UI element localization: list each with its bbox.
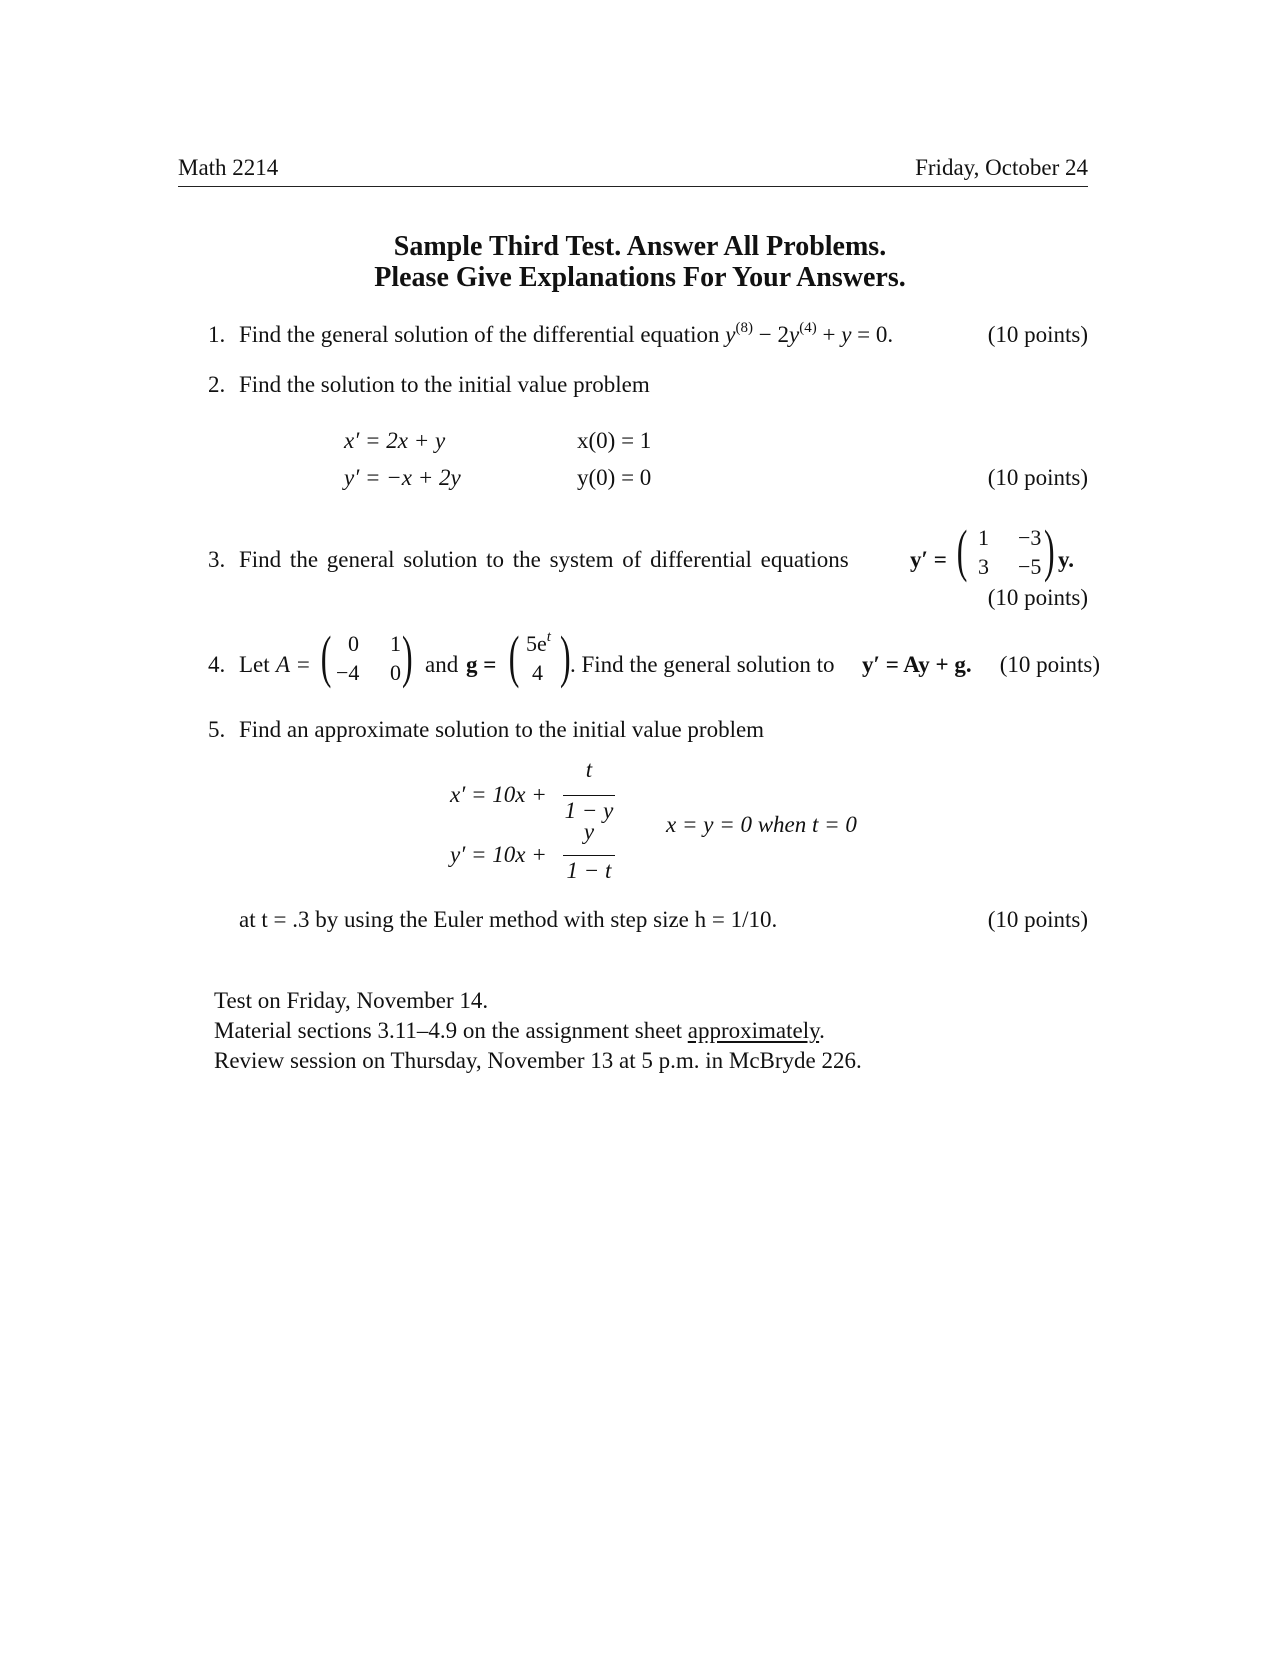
page-subtitle: Please Give Explanations For Your Answers. (374, 262, 906, 293)
problem-4-let: Let (239, 652, 270, 677)
note-material: Material sections 3.11–4.9 on the assignment sheet approximately. (214, 1018, 825, 1043)
fraction-bar (563, 855, 615, 856)
problem-3-prompt: Find the general solution to the system of differential equations (239, 547, 849, 572)
problem-4-prompt: . Find the general solution to (570, 652, 835, 677)
left-paren-icon: ( (508, 624, 520, 689)
problem-5-number: 5. (208, 717, 226, 742)
problem-2-ic1: x(0) = 1 (577, 428, 652, 453)
problem-5-tail: at t = .3 by using the Euler method with step size h = 1/10. (239, 907, 778, 932)
matrix-cell: −4 (336, 660, 360, 685)
fraction-denominator: 1 − t (566, 858, 612, 883)
problem-1-number: 1. (208, 322, 226, 347)
matrix-cell: 0 (390, 660, 401, 685)
problem-2-prompt: Find the solution to the initial value problem (239, 372, 650, 397)
problem-3-rhs: y. (1058, 547, 1074, 572)
vector-cell: 4 (532, 660, 543, 685)
fraction-bar (563, 795, 615, 796)
fraction-numerator: y (583, 819, 595, 844)
problem-3-number: 3. (208, 547, 226, 572)
matrix-cell: 1 (978, 525, 989, 550)
problem-2-eq1: x′ = 2x + y (344, 428, 446, 453)
problem-1-text (239, 322, 893, 348)
vector-cell: $5e^t$ (526, 629, 551, 656)
matrix-cell: −5 (1018, 554, 1042, 579)
problem-5-prompt: Find an approximate solution to the initial value problem (239, 717, 765, 742)
problem-5-eq2-fraction (563, 819, 615, 883)
note-review-session: Review session on Thursday, November 13 at 5 p.m. in McBryde 226. (214, 1048, 862, 1073)
problem-2-ic2: y(0) = 0 (577, 465, 652, 490)
note-test-date: Test on Friday, November 14. (214, 988, 489, 1013)
matrix-cell: 0 (348, 631, 359, 656)
problem-1-points: (10 points) (987, 322, 1088, 347)
problem-4-matrix-A (320, 624, 420, 697)
problem-3-points: (10 points) (987, 585, 1088, 610)
problem-2-eq2: y′ = −x + 2y (344, 465, 461, 490)
matrix-cell: −3 (1018, 525, 1042, 550)
fraction-numerator: t (585, 757, 593, 782)
problem-3-lhs: y′ = (910, 547, 947, 572)
left-paren-icon: ( (320, 624, 332, 689)
problem-4-number: 4. (208, 652, 226, 677)
problem-5-points: (10 points) (987, 907, 1088, 932)
right-paren-icon: ) (560, 624, 571, 689)
right-paren-icon: ) (402, 624, 413, 689)
problem-5-eq2-lhs: y′ = 10x + (450, 842, 547, 867)
left-paren-icon: ( (956, 518, 968, 583)
problem-1-equation: $y^{(8)} - 2y^{(4)} + y = 0$. (725, 320, 894, 347)
problem-4-A: A = (276, 652, 311, 677)
approximately-text: approximately (687, 1018, 820, 1043)
problem-4-and: and (425, 652, 459, 677)
problem-2-points: (10 points) (987, 465, 1088, 490)
matrix-cell: 3 (978, 554, 989, 579)
header-date: Friday, October 24 (915, 155, 1088, 180)
matrix-cell: 1 (390, 631, 401, 656)
problem-4-vector-g (508, 624, 578, 697)
problem-3-matrix (956, 518, 1066, 591)
page-title: Sample Third Test. Answer All Problems. (393, 231, 887, 262)
course-name: Math 2214 (178, 155, 279, 180)
problem-1-prompt: Find the general solution of the differential equation (239, 322, 720, 347)
header-rule (178, 186, 1088, 187)
problem-2-number: 2. (208, 372, 226, 397)
problem-4-points: (10 points) (999, 652, 1100, 677)
problem-5-condition: x = y = 0 when t = 0 (666, 812, 857, 837)
fraction-denominator: 1 − y (564, 798, 614, 823)
problem-4-equation: y′ = Ay + g. (862, 652, 972, 677)
problem-5-eq1-fraction (563, 757, 615, 823)
problem-5-eq1-lhs: x′ = 10x + (450, 782, 547, 807)
problem-4-g: g = (466, 652, 497, 677)
right-paren-icon: ) (1044, 518, 1055, 583)
